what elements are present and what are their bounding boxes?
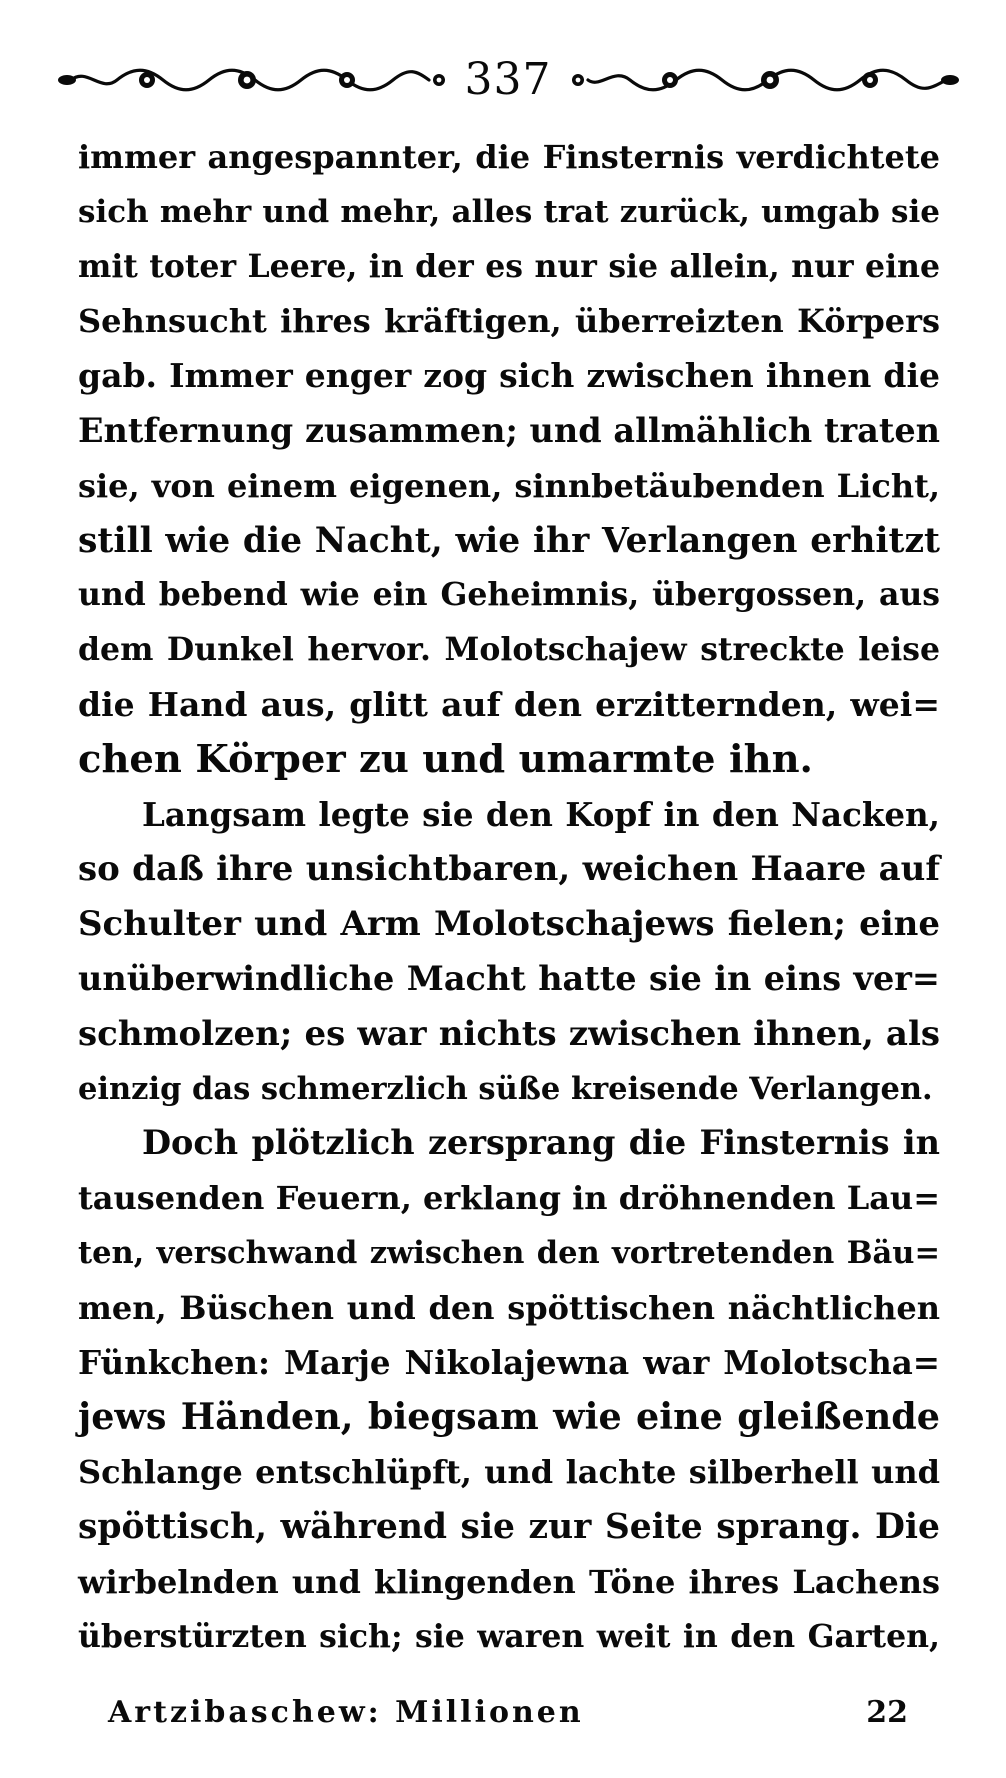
text-line: Sehnsucht ihres kräftigen, überreizten Körpers — [78, 302, 940, 341]
text-line: so daß ihre unsichtbaren, weichen Haare auf — [78, 849, 940, 890]
text-line: Schulter und Arm Molotschajews fielen; eine — [78, 904, 940, 945]
text-line: spöttisch, während sie zur Seite sprang. Die — [78, 1506, 940, 1547]
floral-ornament-icon — [570, 63, 960, 97]
text-line: men, Büschen und den spöttischen nächtlichen — [78, 1288, 940, 1327]
text-line: sich mehr und mehr, alles trat zurück, umgab sie — [78, 193, 940, 230]
paragraph-2 — [78, 788, 940, 1117]
text-line: jews Händen, biegsam wie eine gleißende — [78, 1395, 940, 1439]
text-line: chen Körper zu und umarmte ihn. — [78, 736, 813, 782]
text-line: wirbelnden und klingenden Töne ihres Lachens — [78, 1562, 940, 1601]
printer-signature: Artzibaschew: Millionen — [108, 1694, 584, 1730]
paragraph-1 — [78, 130, 940, 788]
text-line: Schlange entschlüpft, und lachte silberhell und — [78, 1453, 940, 1492]
text-line: Doch plötzlich zersprang die Finsternis in — [142, 1123, 940, 1163]
text-line: die Hand aus, glitt auf den erzitternden, wei= — [78, 684, 940, 724]
text-line: sie, von einem eigenen, sinnbetäubenden Licht, — [78, 466, 940, 505]
text-line: still wie die Nacht, wie ihr Verlangen erhitzt — [78, 520, 940, 561]
text-line: schmolzen; es war nichts zwischen ihnen, als — [78, 1013, 940, 1054]
page-header — [78, 52, 938, 108]
text-line: dem Dunkel hervor. Molotschajew streckte leise — [78, 631, 940, 669]
page-number: 337 — [464, 54, 552, 105]
text-line: überstürzten sich; sie waren weit in den Garten, — [78, 1617, 940, 1655]
text-line: ten, verschwand zwischen den vortretenden Bäu= — [78, 1234, 940, 1271]
text-line: unüberwindliche Macht hatte sie in eins ver= — [78, 958, 940, 998]
text-line: Entfernung zusammen; und allmählich traten — [78, 410, 940, 450]
paragraph-3 — [78, 1116, 940, 1664]
text-line: gab. Immer enger zog sich zwischen ihnen die — [78, 356, 940, 396]
body-text — [78, 130, 940, 1664]
text-line: mit toter Leere, in der es nur sie allein, nur eine — [78, 247, 940, 285]
text-line: einzig das schmerzlich süße kreisende Verlangen. — [78, 1070, 933, 1107]
text-line: tausenden Feuern, erklang in dröhnenden Lau= — [78, 1179, 940, 1218]
floral-ornament-icon — [57, 63, 447, 97]
sheet-number: 22 — [866, 1694, 908, 1730]
text-line: Fünkchen: Marje Nikolajewna war Molotscha= — [78, 1342, 940, 1382]
page-footer — [108, 1690, 908, 1734]
text-line: immer angespannter, die Finsternis verdichtete — [78, 138, 940, 176]
text-line: Langsam legte sie den Kopf in den Nacken, — [142, 794, 940, 834]
text-line: und bebend wie ein Geheimnis, übergossen, aus — [78, 576, 940, 614]
